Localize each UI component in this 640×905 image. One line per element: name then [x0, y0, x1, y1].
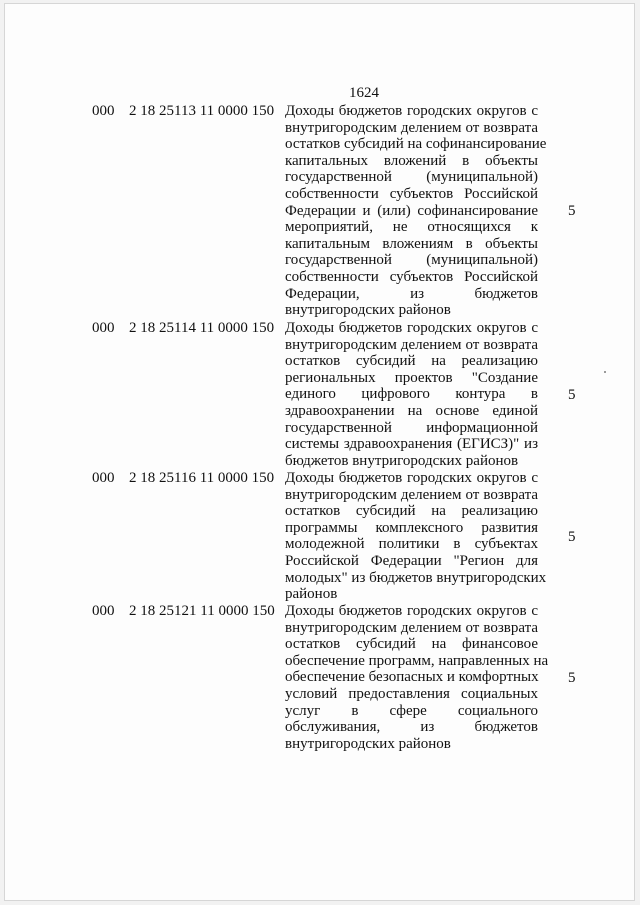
description-line: государственной (муниципальной)	[285, 169, 538, 186]
amount-value: 5	[568, 670, 576, 686]
description-line: внутригородских районов	[285, 302, 451, 319]
budget-classification-code: 2 18 25121 11 0000 150	[129, 603, 275, 619]
description-line: мероприятий, не относящихся к	[285, 219, 538, 236]
amount-value: 5	[568, 203, 576, 219]
description-line: молодых" из бюджетов внутригородских	[285, 569, 547, 586]
description-line: собственности субъектов Российской	[285, 268, 538, 285]
description-line: Федерации, из бюджетов	[285, 285, 538, 302]
description-line: Российской Федерации "Регион для	[285, 552, 538, 569]
description-line: Доходы бюджетов городских округов с	[285, 103, 538, 119]
description-line: региональных проектов "Создание	[285, 369, 538, 386]
description-line: Доходы бюджетов городских округов с	[285, 603, 538, 619]
description-line: капитальных вложений в объекты	[285, 152, 538, 169]
description-line: государственной (муниципальной)	[285, 252, 538, 269]
description-line: условий предоставления социальных	[285, 685, 538, 702]
revenue-description	[285, 470, 547, 603]
description-line: остатков субсидий на финансовое	[285, 636, 538, 653]
revenue-description	[285, 103, 547, 319]
description-line: остатков субсидий на реализацию	[285, 503, 538, 520]
budget-classification-code: 2 18 25116 11 0000 150	[129, 470, 275, 486]
description-line: внутригородским делением от возврата	[285, 619, 538, 636]
amount-value: 5	[568, 529, 576, 545]
description-line: Федерации и (или) софинансирование	[285, 202, 538, 219]
admin-code: 000	[92, 320, 115, 336]
description-line: собственности субъектов Российской	[285, 185, 538, 202]
admin-code: 000	[92, 603, 115, 619]
description-line: здравоохранении на основе единой	[285, 402, 538, 419]
description-line: внутригородским делением от возврата	[285, 486, 538, 503]
description-line: Доходы бюджетов городских округов с	[285, 470, 538, 486]
description-line: Доходы бюджетов городских округов с	[285, 320, 538, 336]
description-line: молодежной политики в субъектах	[285, 536, 538, 553]
description-line: районов	[285, 586, 338, 603]
amount-value: 5	[568, 387, 576, 403]
admin-code: 000	[92, 470, 115, 486]
description-line: капитальным вложениям в объекты	[285, 235, 538, 252]
description-line: внутригородским делением от возврата	[285, 336, 538, 353]
budget-classification-code: 2 18 25113 11 0000 150	[129, 103, 275, 119]
revenue-description	[285, 320, 538, 469]
page-number: 1624	[349, 85, 379, 101]
budget-classification-code: 2 18 25114 11 0000 150	[129, 320, 275, 336]
description-line: бюджетов внутригородских районов	[285, 452, 519, 469]
description-line: системы здравоохранения (ЕГИСЗ)" из	[285, 436, 538, 453]
description-line: остатков субсидий на софинансирование	[285, 136, 547, 153]
description-line: обеспечение безопасных и комфортных	[285, 669, 539, 686]
revenue-description	[285, 603, 549, 752]
description-line: услуг в сфере социального	[285, 702, 538, 719]
description-line: программы комплексного развития	[285, 519, 538, 536]
admin-code: 000	[92, 103, 115, 119]
description-line: единого цифрового контура в	[285, 386, 538, 403]
description-line: внутригородских районов	[285, 735, 451, 752]
description-line: остатков субсидий на реализацию	[285, 353, 538, 370]
description-line: внутригородским делением от возврата	[285, 119, 538, 136]
description-line: обеспечение программ, направленных на	[285, 652, 549, 669]
description-line: государственной информационной	[285, 419, 538, 436]
description-line: обслуживания, из бюджетов	[285, 719, 538, 736]
scan-speck	[604, 371, 606, 373]
